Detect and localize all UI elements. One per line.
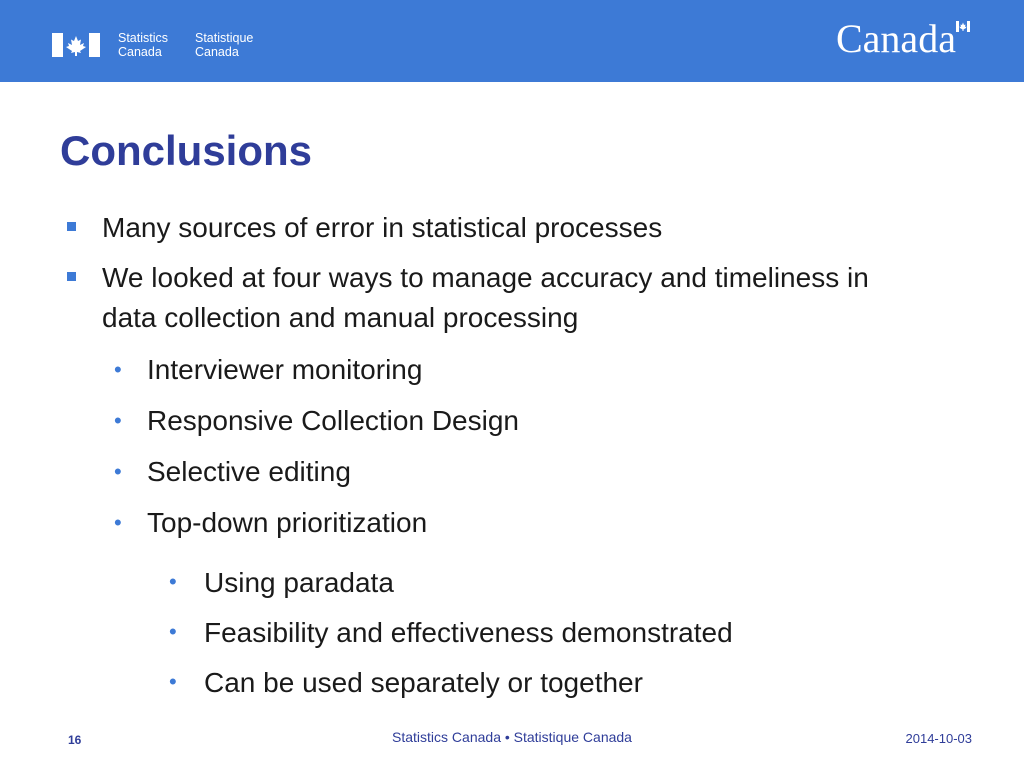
dot-bullet-icon: • bbox=[114, 408, 122, 433]
list-item: We looked at four ways to manage accuracy and timeliness in data collection and manual processing bbox=[102, 262, 869, 333]
signature-french bbox=[195, 31, 253, 59]
signature-en-line2: Canada bbox=[118, 45, 162, 59]
canada-flag-icon bbox=[52, 33, 100, 57]
signature-en-line1: Statistics bbox=[118, 31, 169, 45]
signature-fr-line2: Canada bbox=[195, 45, 239, 59]
square-bullet-icon bbox=[67, 272, 76, 281]
dot-bullet-icon: • bbox=[114, 510, 122, 535]
list-item: Using paradata bbox=[204, 567, 394, 598]
dot-bullet-icon: • bbox=[114, 459, 122, 484]
footer-signature: Statistics Canada • Statistique Canada bbox=[392, 729, 632, 745]
signature-english bbox=[118, 31, 168, 59]
canada-wordmark: Canada bbox=[836, 16, 956, 61]
list-item: Responsive Collection Design bbox=[147, 405, 519, 436]
footer-date: 2014-10-03 bbox=[905, 731, 972, 746]
dot-bullet-icon: • bbox=[169, 669, 177, 694]
dot-bullet-icon: • bbox=[169, 619, 177, 644]
list-item: Selective editing bbox=[147, 456, 351, 487]
signature-fr-line1: Statistique bbox=[195, 31, 254, 45]
page-number: 16 bbox=[68, 733, 82, 747]
list-item: Can be used separately or together bbox=[204, 667, 643, 698]
header-bar bbox=[0, 0, 1024, 82]
square-bullet-icon bbox=[67, 222, 76, 231]
list-item: Top-down prioritization bbox=[147, 507, 428, 538]
list-item: Interviewer monitoring bbox=[147, 354, 423, 385]
wordmark-flag-icon bbox=[956, 21, 970, 32]
dot-bullet-icon: • bbox=[114, 357, 122, 382]
dot-bullet-icon: • bbox=[169, 569, 177, 594]
slide-title: Conclusions bbox=[60, 127, 313, 174]
list-item: Many sources of error in statistical processes bbox=[102, 212, 663, 243]
list-item: Feasibility and effectiveness demonstrated bbox=[204, 617, 733, 648]
